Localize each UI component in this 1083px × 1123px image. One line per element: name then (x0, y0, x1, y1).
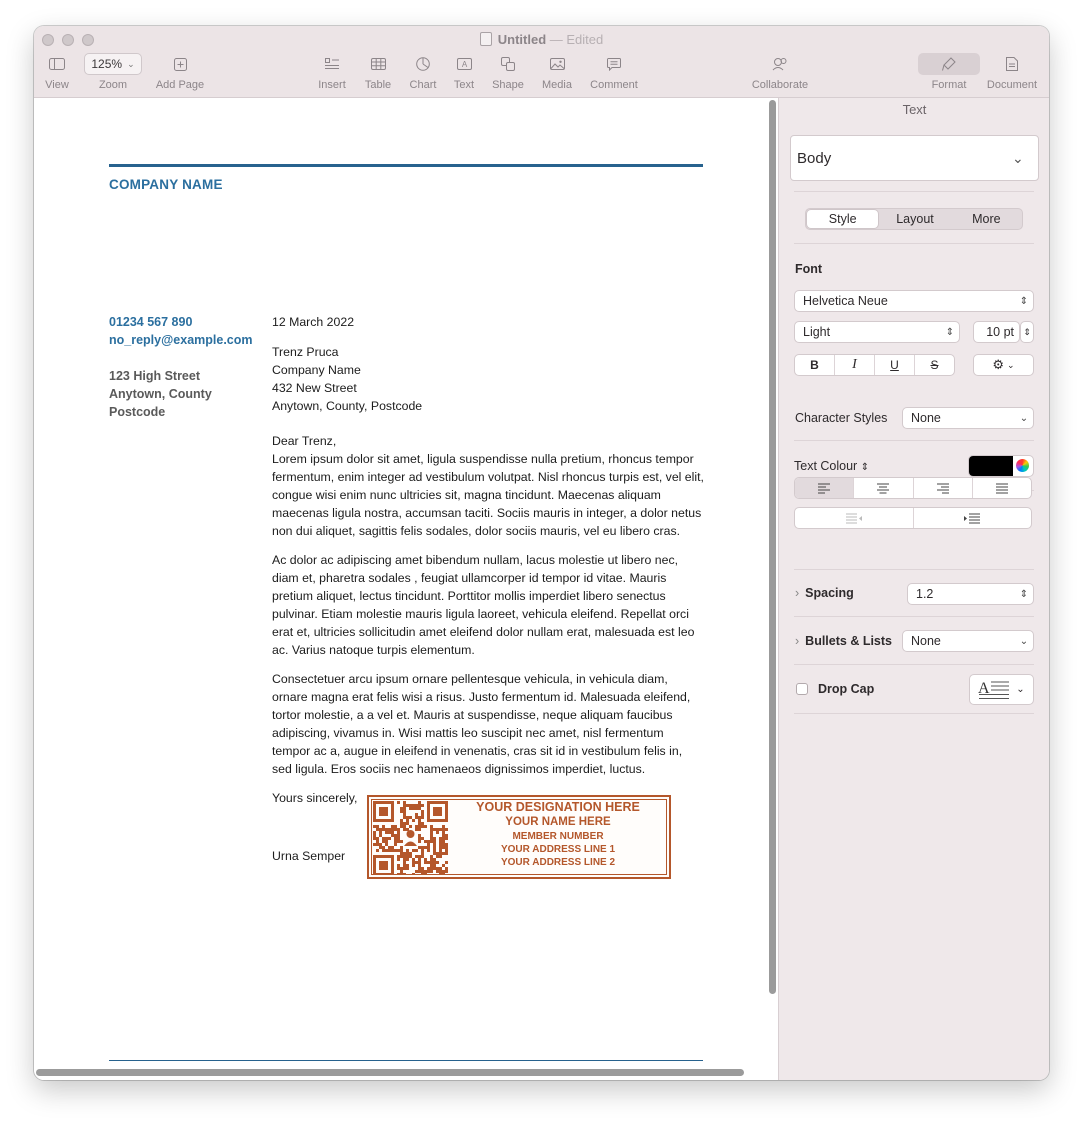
svg-text:A: A (978, 679, 990, 697)
increase-indent-button[interactable] (914, 508, 1032, 528)
chevron-down-icon: ⌄ (1007, 359, 1015, 370)
strikethrough-button[interactable]: S (930, 358, 939, 372)
bullets-lists-dropdown[interactable]: None ⌄ (902, 630, 1034, 652)
align-left-button[interactable] (795, 478, 854, 498)
align-center-button[interactable] (854, 478, 913, 498)
font-size-field[interactable]: 10 pt (973, 321, 1020, 343)
separator (794, 616, 1034, 617)
separator (794, 243, 1034, 244)
font-weight-select[interactable]: Light ⇕ (794, 321, 960, 343)
vertical-scrollbar[interactable] (767, 98, 778, 1068)
signature-stamp-image[interactable] (367, 795, 671, 879)
address-line: Anytown, County (109, 387, 212, 401)
add-page-icon (174, 58, 187, 71)
colour-wheel-icon[interactable] (1016, 459, 1029, 472)
header-rule (109, 164, 703, 167)
separator (794, 191, 1034, 192)
font-size-stepper[interactable] (1020, 321, 1034, 343)
gear-icon: ⚙ (992, 357, 1005, 372)
footer-rule (109, 1060, 703, 1061)
align-left-icon (817, 483, 831, 494)
collaborate-button[interactable]: Collaborate (746, 53, 814, 91)
collaborate-people-icon (772, 57, 788, 71)
shape-button[interactable]: Shape (490, 53, 526, 91)
svg-text:A: A (461, 60, 467, 69)
address-line: Postcode (109, 405, 166, 419)
recipient-line: Trenz Pruca (272, 345, 339, 359)
chevron-down-icon: ⌄ (1019, 635, 1029, 647)
text-options-button[interactable] (973, 354, 1034, 376)
text-box-icon (457, 58, 472, 70)
vertical-scroll-thumb[interactable] (769, 100, 776, 994)
chevron-down-icon: ⌄ (127, 58, 135, 69)
recipient-line: Company Name (272, 363, 361, 377)
zoom-control[interactable]: 125% ⌄ Zoom (82, 53, 144, 91)
insert-button[interactable]: Insert (316, 53, 348, 91)
chart-button[interactable]: Chart (407, 53, 439, 91)
body-paragraph: Lorem ipsum dolor sit amet, ligula suspendisse nulla pretium, rhoncus tempor fermentum, enim integer ad vestibulum volutpat. Nisl rhoncus turpis est, vel elit, congue wisi enim nunc ultricies sit, magna tincidunt. Maecenas aliquam maecenas ligula nostra, accumsan taciti. Sociis mauris in integer, a dolor netus non dui aliquet, sagittis felis sodales, dolor sociis mauris, vel eu libero cras. (272, 452, 704, 538)
character-styles-label: Character Styles (795, 411, 888, 425)
separator (794, 713, 1034, 714)
view-button[interactable]: View (42, 53, 72, 91)
separator (794, 440, 1034, 441)
format-sidebar (778, 98, 1049, 1080)
insert-list-icon (325, 58, 339, 70)
sidebar-view-icon (49, 58, 65, 70)
table-button[interactable]: Table (362, 53, 394, 91)
underline-button[interactable]: U (875, 355, 915, 375)
chevron-down-icon: ⌄ (1019, 412, 1029, 424)
body-paragraph: Ac dolor ac adipiscing amet bibendum nullam, lacus molestie ut libero nec, diam et, pharetra sodales , feugiat ullamcorper id tempor id vitae. Mauris pretium aliquet, lectus tincidunt. Porttitor mollis imperdiet libero senectus pulvinar. Etiam molestie mauris ligula laoreet, vehicula eleifend. Repellat orci erat et, ultricies sollicitudin amet eleifend dolor nullam erat, malesuada est leo ac. Varius natoque turpis elementum. (272, 553, 695, 657)
bullets-lists-disclosure[interactable]: › Bullets & Lists (795, 634, 892, 648)
drop-cap-checkbox[interactable] (796, 683, 808, 695)
drop-cap-label: Drop Cap (818, 682, 875, 696)
title-bar (34, 26, 1049, 98)
signature-name[interactable]: Urna Semper (272, 849, 346, 863)
recipient-line: Anytown, County, Postcode (272, 399, 423, 413)
window-title: Untitled — Edited (34, 32, 1049, 47)
separator (794, 569, 1034, 570)
media-photo-icon (550, 58, 565, 70)
closing[interactable]: Yours sincerely, (272, 791, 358, 805)
company-name[interactable]: COMPANY NAME (109, 177, 223, 192)
align-right-icon (936, 483, 950, 494)
recipient-address[interactable] (272, 343, 704, 415)
chart-pie-icon (416, 57, 430, 71)
stepper-icon: ⇕ (1023, 326, 1031, 337)
drop-cap-style-dropdown[interactable] (969, 674, 1034, 705)
tab-more[interactable]: More (972, 212, 1001, 226)
tab-layout[interactable]: Layout (896, 212, 934, 226)
recipient-line: 432 New Street (272, 381, 357, 395)
horizontal-scroll-thumb[interactable] (36, 1069, 744, 1076)
shape-icon (501, 57, 515, 71)
text-colour-well[interactable] (968, 455, 1034, 477)
comment-button[interactable]: Comment (588, 53, 640, 91)
character-styles-dropdown[interactable]: None ⌄ (902, 407, 1034, 429)
format-button[interactable]: Format (918, 53, 980, 91)
letter-body[interactable] (272, 432, 704, 778)
chevron-down-icon: ⌄ (1016, 684, 1025, 695)
sender-address[interactable] (109, 367, 212, 421)
document-button[interactable]: Document (982, 53, 1042, 91)
zoom-dropdown[interactable]: 125% ⌄ (84, 53, 142, 75)
up-down-chevron-icon: ⇕ (1019, 588, 1029, 600)
align-right-button[interactable] (914, 478, 973, 498)
chevron-right-icon: › (795, 586, 800, 600)
chevron-down-icon: ⌄ (1012, 149, 1024, 166)
text-style-buttons (794, 354, 955, 376)
font-section-label: Font (795, 262, 823, 276)
horizontal-scrollbar[interactable] (36, 1068, 748, 1077)
colour-swatch (969, 456, 1013, 476)
stamp-text (453, 800, 663, 869)
sidebar-tabs (805, 208, 1023, 230)
stamp-address-line-2: YOUR ADDRESS LINE 2 (500, 857, 616, 868)
stamp-member-number: MEMBER NUMBER (512, 831, 604, 842)
justify-icon (995, 483, 1009, 494)
up-down-chevron-icon: ⇕ (1019, 295, 1029, 307)
drop-cap-icon (978, 679, 1010, 701)
up-down-chevron-icon: ⇕ (860, 462, 870, 473)
stamp-designation: YOUR DESIGNATION HERE (476, 800, 640, 814)
sidebar-title: Text (902, 102, 927, 117)
outdent-icon (845, 513, 863, 524)
document-page-icon (1006, 57, 1018, 71)
phone-number[interactable]: 01234 567 890 (109, 315, 193, 329)
email-address[interactable]: no_reply@example.com (109, 333, 253, 347)
text-colour-label[interactable]: Text Colour ⇕ (794, 459, 870, 473)
body-paragraph: Consectetuer arcu ipsum ornare pellentesque vehicula, in vehicula diam, ornare magna erat felis wisi a risus. Justo fermentum id. Malesuada eleifend, tortor molestie, a a vel et. Mauris at suspendisse, neque aliquam faucibus adipiscing, vivamus in. Wisi mattis leo suscipit nec amet, nisl fermentum tempor ac a, augue in eleifend in venenatis, cras sit id in vestibulum felis in, sed ligula. Eros sociis nec hamenaeos dignissimos imperdiet, luctus. (272, 672, 691, 776)
italic-button[interactable]: I (835, 355, 875, 375)
comment-icon (607, 58, 621, 71)
alignment-buttons (794, 477, 1032, 499)
bold-button[interactable]: B (795, 355, 835, 375)
add-page-button[interactable]: Add Page (154, 53, 206, 91)
stamp-address-line-1: YOUR ADDRESS LINE 1 (500, 844, 616, 855)
stamp-name: YOUR NAME HERE (505, 816, 611, 828)
indent-buttons (794, 507, 1032, 529)
spacing-select[interactable]: 1.2 ⇕ (907, 583, 1034, 605)
paragraph-style-dropdown[interactable]: Body ⌄ (790, 135, 1039, 181)
text-button[interactable]: A Text (453, 60, 475, 91)
decrease-indent-button[interactable] (795, 508, 914, 528)
tab-style[interactable]: Style (807, 210, 878, 228)
font-family-select[interactable]: Helvetica Neue ⇕ (794, 290, 1034, 312)
chevron-right-icon: › (795, 634, 800, 648)
table-icon (371, 58, 386, 70)
qr-code-icon (373, 801, 448, 875)
separator (794, 664, 1034, 665)
justify-button[interactable] (973, 478, 1031, 498)
salutation: Dear Trenz, (272, 434, 337, 448)
up-down-chevron-icon: ⇕ (945, 326, 955, 338)
pages-window (34, 26, 1049, 1080)
indent-icon (963, 513, 981, 524)
letter-page[interactable] (34, 98, 766, 1068)
letter-date[interactable]: 12 March 2022 (272, 315, 355, 329)
format-paintbrush-icon (942, 57, 956, 71)
address-line: 123 High Street (109, 369, 201, 383)
spacing-disclosure[interactable]: › Spacing (795, 586, 854, 600)
document-icon (480, 32, 492, 46)
align-center-icon (876, 483, 890, 494)
media-button[interactable]: Media (539, 53, 575, 91)
